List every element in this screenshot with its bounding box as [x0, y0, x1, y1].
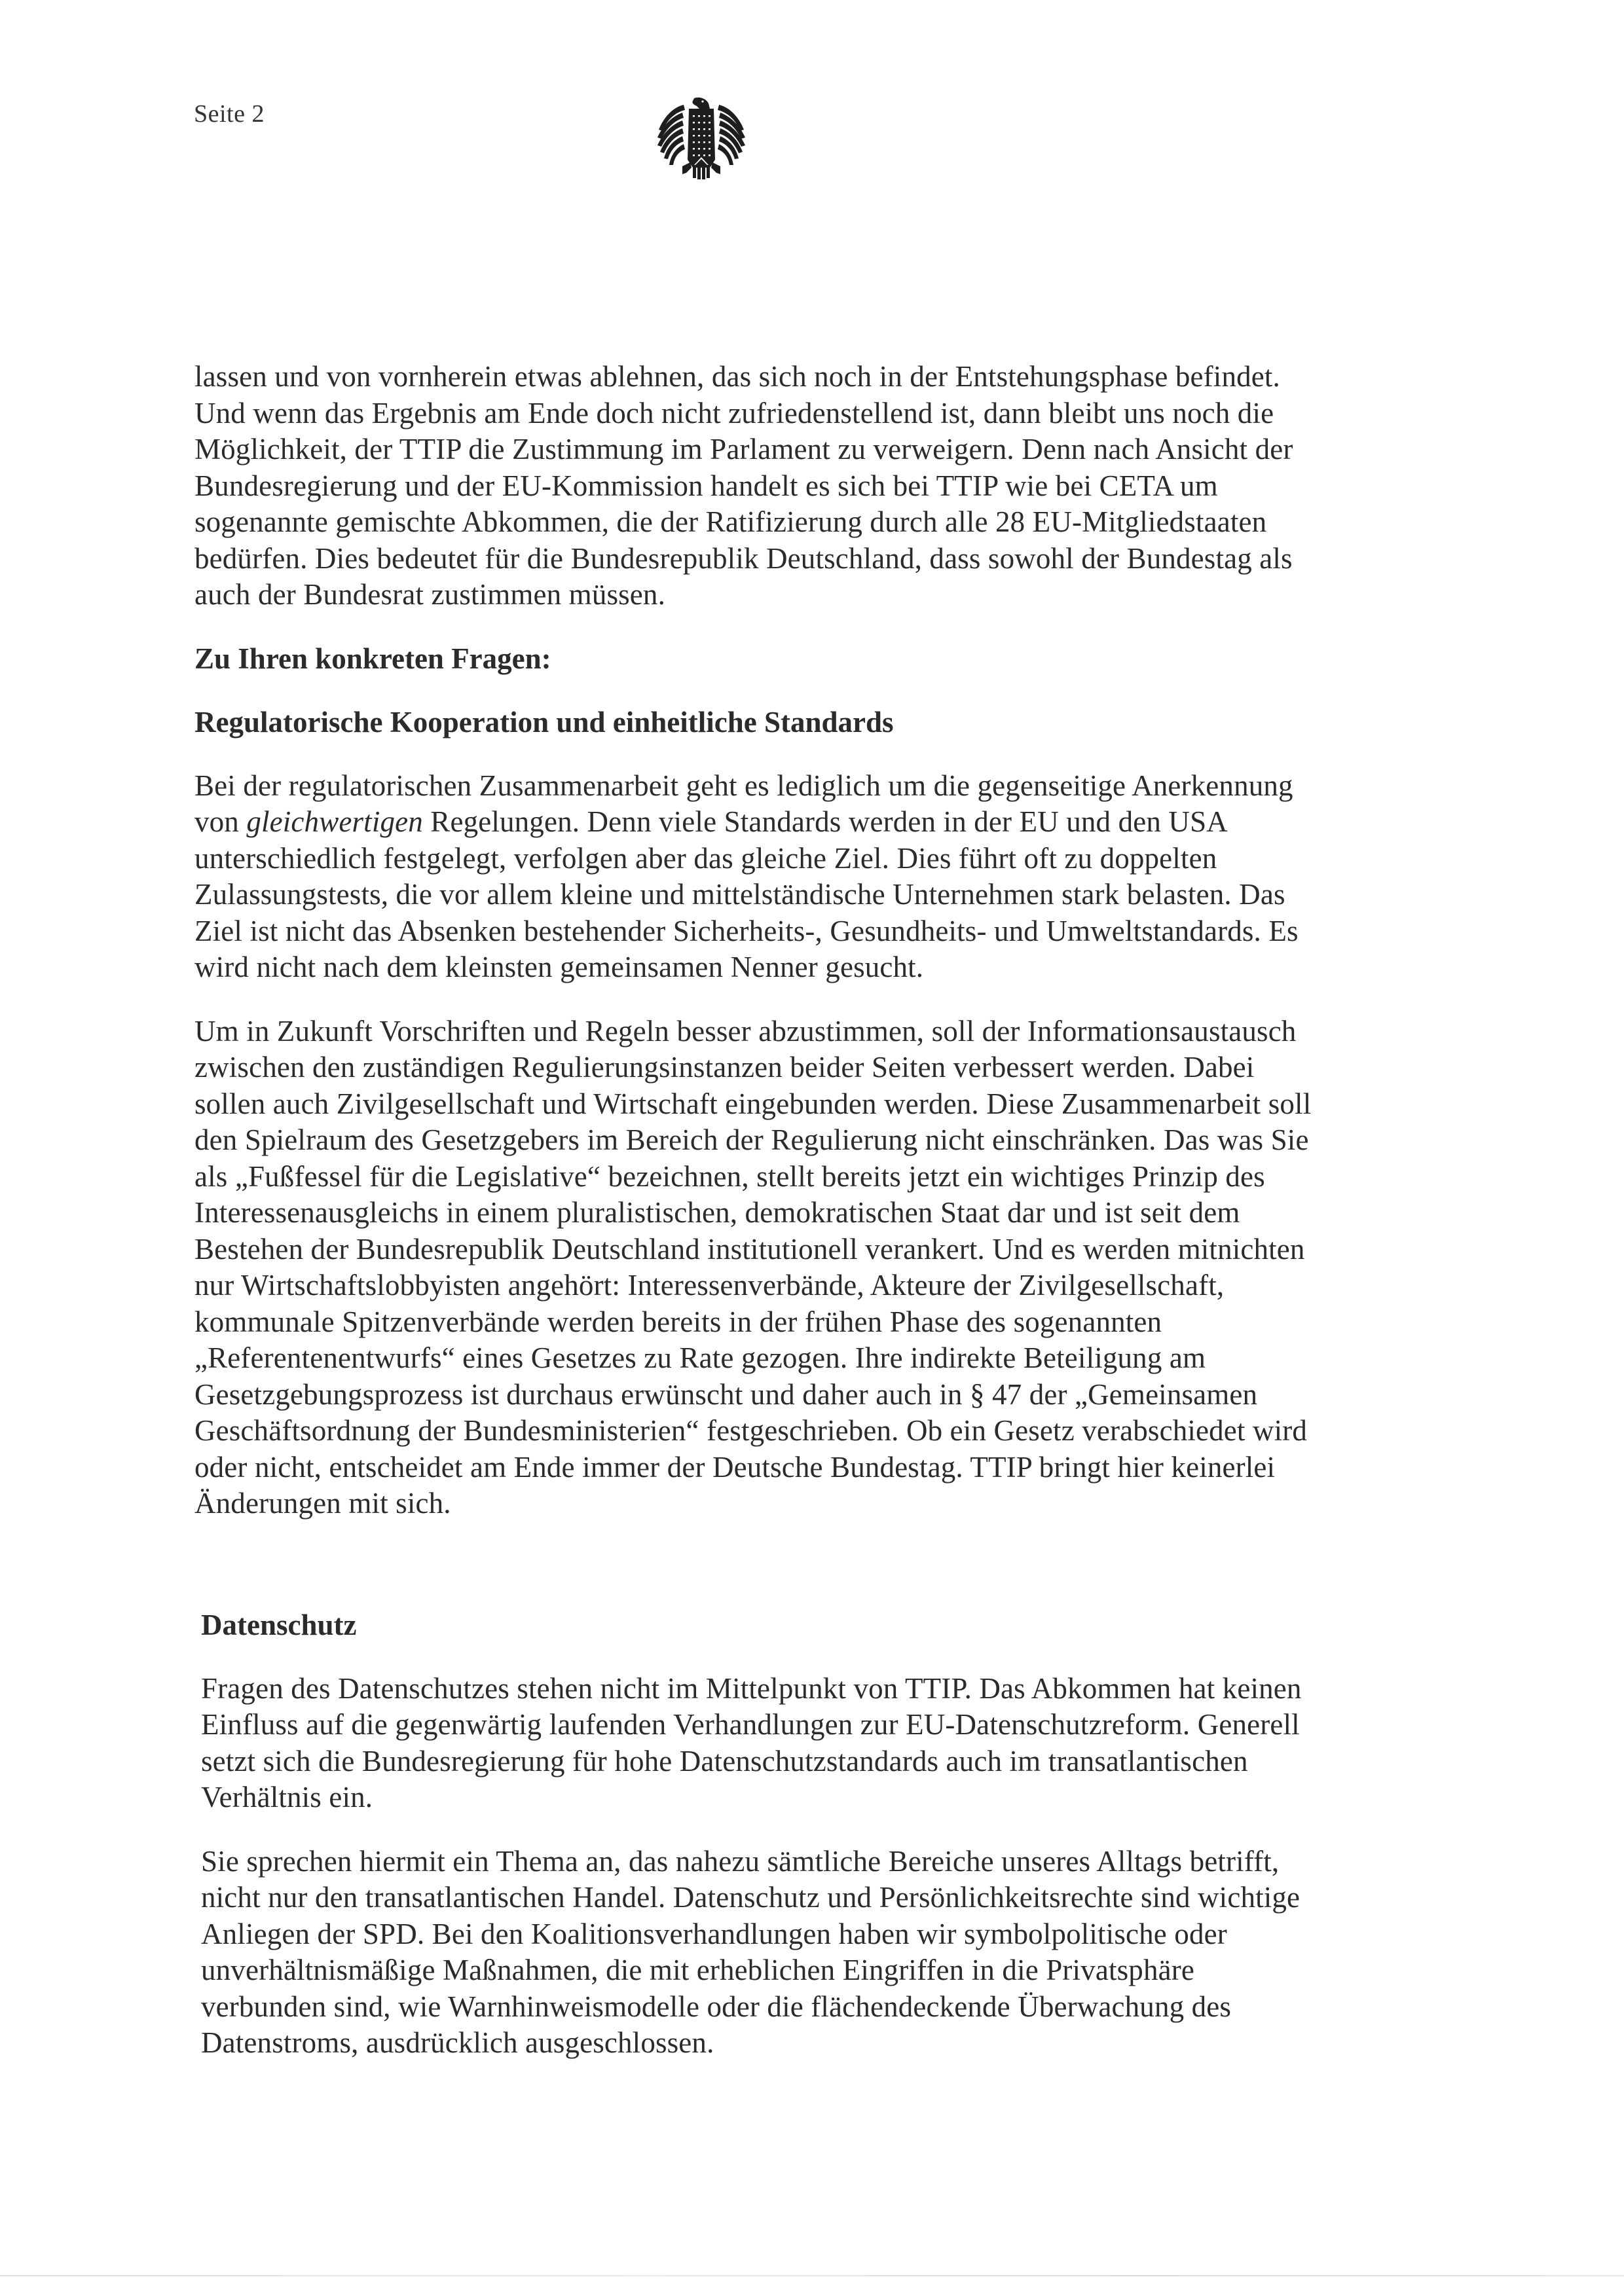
data-protection-paragraph-2	[201, 1844, 1498, 2062]
text-line: bedürfen. Dies bedeutet für die Bundesrepublik Deutschland, dass sowohl der Bundestag als	[194, 541, 1293, 575]
emphasized-word: gleichwertigen	[246, 805, 423, 838]
text-line: kommunale Spitzenverbände werden bereits in der frühen Phase des sogenannten	[194, 1305, 1162, 1338]
text-line: Gesetzgebungsprozess ist durchaus erwünscht und daher auch in § 47 der „Gemeinsamen	[194, 1377, 1258, 1411]
text-line: unverhältnismäßige Maßnahmen, die mit erheblichen Eingriffen in die Privatsphäre	[201, 1954, 1194, 1986]
regulatory-paragraph-1	[194, 768, 1498, 986]
section-spacer	[194, 1550, 1498, 1607]
regulatory-paragraph-2	[194, 1013, 1498, 1522]
text-line: Sie sprechen hiermit ein Thema an, das nahezu sämtliche Bereiche unseres Alltags betrifft,	[201, 1844, 1280, 1878]
text-line: Geschäftsordnung der Bundesministerien“ festgeschrieben. Ob ein Gesetz verabschiedet wird	[194, 1414, 1308, 1447]
scan-edge-line	[0, 2275, 1624, 2276]
text-line: wird nicht nach dem kleinsten gemeinsamen Nenner gesucht.	[194, 951, 924, 983]
text-line: den Spielraum des Gesetzgebers im Bereich der Regulierung nicht einschränken. Das was Sie	[194, 1123, 1309, 1156]
text-line: Datenstroms, ausdrücklich ausgeschlossen.	[201, 2026, 714, 2059]
text-line: Bei der regulatorischen Zusammenarbeit geht es lediglich um die gegenseitige Anerkennung	[194, 769, 1293, 802]
text-line: Interessenausgleichs in einem pluralistischen, demokratischen Staat dar und ist seit dem	[194, 1196, 1240, 1229]
text-line: setzt sich die Bundesregierung für hohe Datenschutzstandards auch im transatlantischen	[201, 1744, 1248, 1777]
data-protection-section	[194, 1607, 1498, 2062]
text-line: auch der Bundesrat zustimmen müssen.	[194, 578, 665, 611]
text-line: als „Fußfessel für die Legislative“ bezeichnen, stellt bereits jetzt ein wichtiges Prinzip des	[194, 1159, 1265, 1193]
text-line: Bestehen der Bundesrepublik Deutschland institutionell verankert. Und es werden mitnichten	[194, 1232, 1305, 1266]
text-line: Um in Zukunft Vorschriften und Regeln besser abzustimmen, soll der Informationsaustausch	[194, 1014, 1297, 1048]
text-line: Zulassungstests, die vor allem kleine und mittelständische Unternehmen stark belasten. Das	[194, 878, 1285, 911]
text-line: zwischen den zuständigen Regulierungsinstanzen beider Seiten verbessert werden. Dabei	[194, 1051, 1255, 1084]
text-line: Verhältnis ein.	[201, 1781, 373, 1813]
text-fragment: Regelungen. Denn viele Standards werden in der EU und den USA	[422, 805, 1228, 838]
text-line: nicht nur den transatlantischen Handel. Datenschutz und Persönlichkeitsrechte sind wichtige	[201, 1881, 1301, 1914]
page-number-label: Seite 2	[194, 100, 265, 128]
text-line: sogenannte gemischte Abkommen, die der Ratifizierung durch alle 28 EU-Mitgliedstaaten	[194, 505, 1267, 538]
text-line	[194, 804, 1498, 841]
text-line: „Referentenentwurfs“ eines Gesetzes zu Rate gezogen. Ihre indirekte Beteiligung am	[194, 1341, 1206, 1374]
text-line: nur Wirtschaftslobbyisten angehört: Interessenverbände, Akteure der Zivilgesellschaft,	[194, 1269, 1225, 1302]
text-line: unterschiedlich festgelegt, verfolgen aber das gleiche Ziel. Dies führt oft zu doppelten	[194, 841, 1217, 875]
data-protection-paragraph-1	[201, 1671, 1498, 1816]
text-line: lassen und von vornherein etwas ablehnen, das sich noch in der Entstehungsphase befindet.	[194, 360, 1280, 393]
text-line: Einfluss auf die gegenwärtig laufenden Verhandlungen zur EU-Datenschutzreform. Generell	[201, 1708, 1300, 1741]
text-line: sollen auch Zivilgesellschaft und Wirtschaft eingebunden werden. Diese Zusammenarbeit soll	[194, 1087, 1312, 1120]
text-line: Bundesregierung und der EU-Kommission handelt es sich bei TTIP wie bei CETA um	[194, 469, 1218, 502]
text-line: Ziel ist nicht das Absenken bestehender Sicherheits-, Gesundheits- und Umweltstandards. Es	[194, 914, 1299, 947]
questions-heading: Zu Ihren konkreten Fragen:	[194, 642, 551, 675]
intro-paragraph	[194, 359, 1498, 613]
regulatory-section-heading: Regulatorische Kooperation und einheitliche Standards	[194, 705, 894, 738]
text-line: Änderungen mit sich.	[194, 1487, 451, 1520]
data-protection-heading: Datenschutz	[201, 1608, 357, 1641]
bundestag-eagle-icon	[654, 97, 749, 182]
text-line: Möglichkeit, der TTIP die Zustimmung im Parlament zu verweigern. Denn nach Ansicht der	[194, 433, 1293, 465]
text-line: oder nicht, entscheidet am Ende immer der Deutsche Bundestag. TTIP bringt hier keinerlei	[194, 1450, 1276, 1484]
text-line: Und wenn das Ergebnis am Ende doch nicht zufriedenstellend ist, dann bleibt uns noch die	[194, 396, 1274, 429]
letter-body	[194, 359, 1498, 2089]
text-line: Fragen des Datenschutzes stehen nicht im Mittelpunkt von TTIP. Das Abkommen hat keinen	[201, 1671, 1302, 1705]
text-line: verbunden sind, wie Warnhinweismodelle oder die flächendeckende Überwachung des	[201, 1990, 1232, 2023]
text-fragment: von	[194, 805, 247, 838]
text-line: Anliegen der SPD. Bei den Koalitionsverhandlungen haben wir symbolpolitische oder	[201, 1917, 1227, 1950]
